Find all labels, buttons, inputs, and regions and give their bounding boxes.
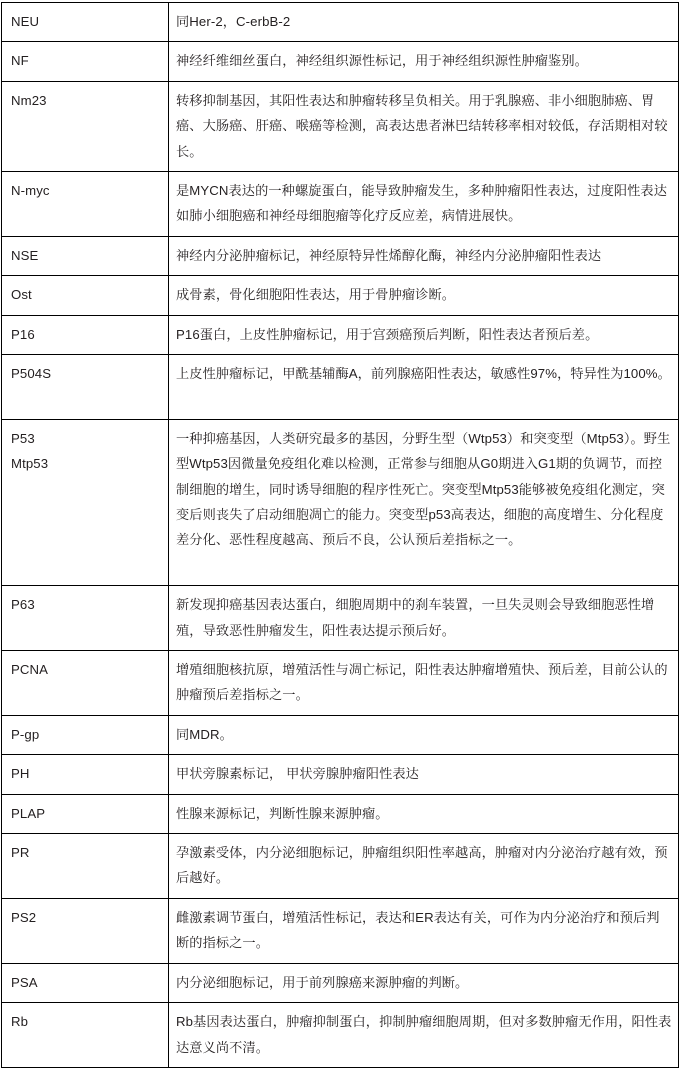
marker-name-text: [2, 834, 168, 898]
row-spacer: [11, 203, 164, 228]
row-spacer: [11, 113, 164, 138]
marker-description-cell: [169, 172, 679, 237]
marker-description-text: 雌激素调节蛋白，增殖活性标记，表达和ER表达有关，可作为内分泌治疗和预后判断的指标之一。: [176, 909, 660, 951]
marker-description-text: 神经纤维细丝蛋白，神经组织源性标记，用于神经组织源性肿瘤鉴别。: [176, 53, 588, 69]
marker-name-cell: [2, 1003, 169, 1068]
marker-name-text: [2, 420, 168, 585]
table-row: [2, 315, 679, 354]
marker-name-line: NSE: [11, 247, 39, 263]
table-row: [2, 898, 679, 963]
marker-name-text: [2, 237, 168, 275]
marker-name-line: Nm23: [11, 92, 47, 108]
marker-name-line: PCNA: [11, 662, 49, 678]
marker-name-cell: [2, 81, 169, 171]
marker-name-text: [2, 795, 168, 833]
marker-name-line: N-myc: [11, 183, 50, 199]
marker-description-cell: [169, 834, 679, 899]
marker-description-text: 是MYCN表达的一种螺旋蛋白，能导致肿瘤发生，多种肿瘤阳性表达，过度阳性表达如肺小细胞癌和神经母细胞瘤等化疗反应差，病情进展快。: [176, 183, 667, 224]
row-spacer: [11, 865, 164, 890]
marker-name-text: [2, 316, 168, 354]
marker-name-text: [2, 716, 168, 754]
table-row: [2, 586, 679, 651]
marker-description-cell: [169, 315, 679, 354]
row-spacer: [11, 386, 164, 411]
marker-description-cell: [169, 963, 679, 1002]
marker-name-line: P53: [11, 430, 35, 446]
marker-name-cell: [2, 794, 169, 833]
table-body: [2, 3, 679, 1068]
row-spacer: [11, 1035, 164, 1060]
marker-description-cell: [169, 715, 679, 754]
marker-name-cell: [2, 898, 169, 963]
table-row: [2, 1003, 679, 1068]
marker-description-text: 上皮性肿瘤标记，甲酰基辅酶A，前列腺癌阳性表达，敏感性97%，特异性为100%。: [176, 366, 671, 382]
table-row: [2, 236, 679, 275]
marker-description-text: 神经内分泌肿瘤标记，神经原特异性烯醇化酶，神经内分泌肿瘤阳性表达: [176, 247, 602, 263]
marker-name-line: PH: [11, 766, 30, 782]
marker-description-cell: [169, 898, 679, 963]
marker-name-line: P504S: [11, 366, 52, 382]
marker-description-cell: [169, 419, 679, 585]
marker-name-line: PS2: [11, 909, 37, 925]
marker-description-cell: [169, 42, 679, 81]
marker-name-cell: [2, 172, 169, 237]
marker-name-text: [2, 586, 168, 650]
marker-name-cell: [2, 3, 169, 42]
row-spacer: [11, 930, 164, 955]
table-row: [2, 651, 679, 716]
row-spacer: [11, 527, 164, 552]
marker-description-text: 一种抑癌基因，人类研究最多的基因，分野生型（Wtp53）和突变型（Mtp53）。野生型Wtp53因微量免疫组化难以检测，正常参与细胞从G0期进入G1期的负调节，而控制细胞的增生，同时诱导细胞的程序性死亡。突变型Mtp53能够被免疫组化测定，突变后则丧失了启动细胞凋亡的能力。突变型p53高表达，细胞的高度增生、分化程度差分化、恶性程度越高、预后不良，公认预后差指标之一。: [176, 430, 671, 548]
marker-name-text: [2, 755, 168, 793]
table-row: [2, 715, 679, 754]
marker-description-text: 孕激素受体，内分泌细胞标记，肿瘤组织阳性率越高，肿瘤对内分泌治疗越有效，预后越好。: [176, 845, 668, 886]
marker-description-cell: [169, 794, 679, 833]
marker-name-text: [2, 964, 168, 1002]
marker-name-text: [2, 3, 168, 41]
table-row: [2, 42, 679, 81]
marker-name-cell: [2, 236, 169, 275]
marker-name-text: [2, 899, 168, 963]
marker-name-cell: [2, 834, 169, 899]
marker-name-text: [2, 651, 168, 715]
marker-description-text: Rb基因表达蛋白，肿瘤抑制蛋白，抑制肿瘤细胞周期，但对多数肿瘤无作用，阳性表达意义尚不清。: [176, 1014, 672, 1055]
marker-name-line: Rb: [11, 1014, 29, 1030]
marker-name-text: [2, 172, 168, 236]
marker-name-cell: [2, 586, 169, 651]
marker-description-text: 成骨素，骨化细胞阳性表达，用于骨肿瘤诊断。: [176, 287, 456, 303]
marker-name-text: [2, 82, 168, 171]
marker-name-line: Ost: [11, 287, 32, 303]
marker-description-cell: [169, 586, 679, 651]
row-spacer: [11, 139, 164, 164]
row-spacer: [11, 618, 164, 643]
marker-name-cell: [2, 963, 169, 1002]
marker-description-cell: [169, 651, 679, 716]
marker-name-cell: [2, 755, 169, 794]
document-page: [0, 2, 682, 1055]
row-spacer: [11, 553, 164, 578]
marker-description-text: 内分泌细胞标记，用于前列腺癌来源肿瘤的判断。: [176, 974, 469, 990]
marker-name-line: NF: [11, 53, 29, 69]
marker-description-cell: [169, 236, 679, 275]
marker-name-cell: [2, 651, 169, 716]
marker-description-text: 增殖细胞核抗原，增殖活性与凋亡标记，阳性表达肿瘤增殖快、预后差，目前公认的肿瘤预后差指标之一。: [176, 662, 668, 703]
marker-name-text: [2, 355, 168, 419]
row-spacer: [11, 682, 164, 707]
marker-name-text: [2, 42, 168, 80]
table-row: [2, 834, 679, 899]
marker-description-cell: [169, 3, 679, 42]
marker-description-text: 同MDR。: [176, 726, 233, 742]
marker-description-text: 甲状旁腺素标记， 甲状旁腺肿瘤阳性表达: [176, 766, 419, 782]
tumor-marker-table: [1, 2, 679, 1068]
marker-name-cell: [2, 315, 169, 354]
row-spacer: [11, 477, 164, 502]
marker-description-text: 新发现抑癌基因表达蛋白，细胞周期中的刹车装置，一旦失灵则会导致细胞恶性增殖，导致恶性肿瘤发生，阳性表达提示预后好。: [176, 597, 655, 638]
table-row: [2, 755, 679, 794]
marker-description-cell: [169, 355, 679, 420]
marker-name-line: PR: [11, 845, 30, 861]
marker-name-line: NEU: [11, 14, 40, 29]
marker-name-cell: [2, 276, 169, 315]
marker-description-text: 同Her-2，C-erbB-2: [176, 14, 291, 29]
table-row: [2, 963, 679, 1002]
marker-name-line: P16: [11, 326, 35, 342]
marker-name-text: [2, 1003, 168, 1067]
marker-name-cell: [2, 419, 169, 585]
table-row: [2, 81, 679, 171]
marker-name-cell: [2, 42, 169, 81]
marker-name-line: PLAP: [11, 805, 46, 821]
table-row: [2, 355, 679, 420]
table-row: [2, 794, 679, 833]
table-row: [2, 172, 679, 237]
marker-name-cell: [2, 355, 169, 420]
table-row: [2, 3, 679, 42]
row-spacer: [11, 502, 164, 527]
marker-description-text: P16蛋白，上皮性肿瘤标记，用于宫颈癌预后判断，阳性表达者预后差。: [176, 326, 599, 342]
marker-description-cell: [169, 755, 679, 794]
marker-name-cell: [2, 715, 169, 754]
marker-description-text: 转移抑制基因，其阳性表达和肿瘤转移呈负相关。用于乳腺癌、非小细胞肺癌、胃癌、大肠癌、肝癌、喉癌等检测，高表达患者淋巴结转移率相对较低，存活期相对较长。: [176, 92, 668, 159]
marker-description-cell: [169, 1003, 679, 1068]
marker-name-line: P63: [11, 597, 35, 613]
marker-name-text: [2, 276, 168, 314]
marker-name-line: P-gp: [11, 726, 40, 742]
marker-description-cell: [169, 276, 679, 315]
marker-description-cell: [169, 81, 679, 171]
marker-name-line: Mtp53: [11, 456, 49, 472]
table-row: [2, 419, 679, 585]
marker-name-line: PSA: [11, 974, 38, 990]
marker-description-text: 性腺来源标记，判断性腺来源肿瘤。: [176, 805, 389, 821]
table-row: [2, 276, 679, 315]
